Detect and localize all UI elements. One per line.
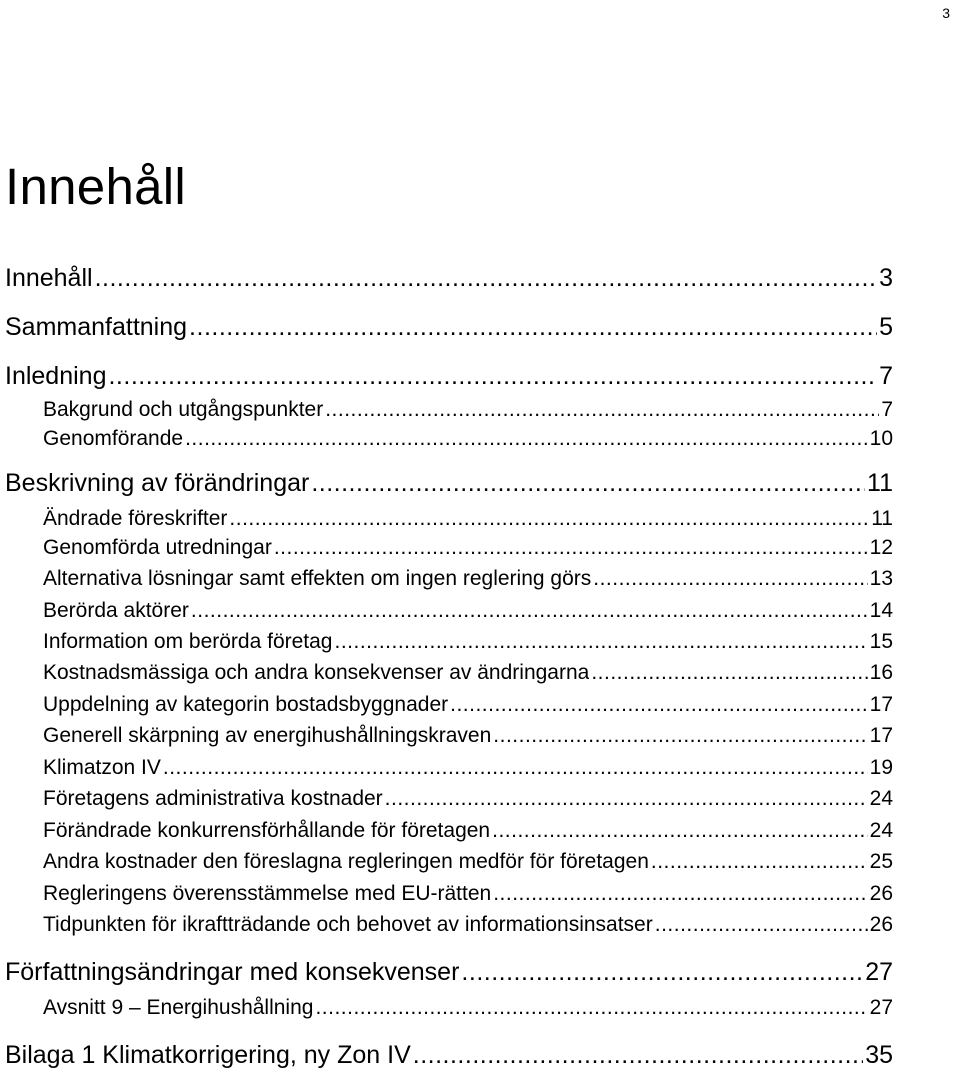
toc-entry[interactable] <box>0 629 960 655</box>
toc-entry-label: Tidpunkten för ikraftträdande och behovet av informationsinsatser <box>43 913 653 936</box>
toc-entry[interactable] <box>0 995 960 1021</box>
toc-entry[interactable] <box>0 535 960 561</box>
toc-dot-leader <box>385 786 868 812</box>
toc-entry-label: Inledning <box>5 362 107 390</box>
toc-entry-label: Genomförande <box>43 427 184 450</box>
page-title: Innehåll <box>5 158 187 215</box>
toc-entry-page: 3 <box>879 264 893 292</box>
toc-entry-label: Klimatzon IV <box>43 756 161 779</box>
toc-entry-page: 14 <box>869 599 893 622</box>
toc-entry[interactable] <box>0 660 960 686</box>
toc-dot-leader <box>450 692 868 718</box>
toc-dot-leader <box>191 598 868 624</box>
toc-dot-leader <box>311 468 865 498</box>
toc-entry[interactable] <box>0 723 960 749</box>
toc-dot-leader <box>315 995 867 1021</box>
toc-dot-leader <box>492 818 868 844</box>
toc-entry[interactable] <box>0 755 960 781</box>
toc-entry[interactable] <box>0 1040 960 1070</box>
toc-entry-label: Generell skärpning av energihushållningskraven <box>43 724 492 747</box>
toc-dot-leader <box>108 361 877 391</box>
toc-entry-label: Sammanfattning <box>5 313 188 341</box>
toc-entry[interactable] <box>0 849 960 875</box>
toc-entry-page: 12 <box>869 536 893 559</box>
toc-entry-page: 7 <box>881 398 893 421</box>
toc-entry-label: Förändrade konkurrensförhållande för företagen <box>43 819 491 842</box>
toc-entry-page: 24 <box>869 787 893 810</box>
toc-entry-label: Avsnitt 9 – Energihushållning <box>43 996 314 1019</box>
toc-dot-leader <box>493 723 867 749</box>
toc-dot-leader <box>461 957 863 987</box>
toc-entry-page: 11 <box>871 507 893 530</box>
toc-entry[interactable] <box>0 786 960 812</box>
toc-entry-page: 24 <box>869 819 893 842</box>
toc-entry[interactable] <box>0 912 960 938</box>
toc-entry-label: Beskrivning av förändringar <box>5 469 310 497</box>
toc-dot-leader <box>189 312 877 342</box>
toc-entry[interactable] <box>0 468 960 498</box>
toc-entry[interactable] <box>0 312 960 342</box>
toc-dot-leader <box>493 881 867 907</box>
page-number: 3 <box>942 5 950 21</box>
toc-dot-leader <box>95 263 878 293</box>
toc-entry-page: 15 <box>869 630 893 653</box>
toc-entry[interactable] <box>0 881 960 907</box>
toc-entry-label: Information om berörda företag <box>43 630 333 653</box>
toc-entry-label: Andra kostnader den föreslagna regleringen medför för företagen <box>43 850 649 873</box>
toc-entry-page: 17 <box>869 693 893 716</box>
toc-entry-page: 16 <box>869 661 893 684</box>
toc-entry-label: Bilaga 1 Klimatkorrigering, ny Zon IV <box>5 1041 411 1069</box>
toc-entry-page: 26 <box>869 882 893 905</box>
toc-entry[interactable] <box>0 957 960 987</box>
toc-dot-leader <box>325 397 879 423</box>
toc-entry[interactable] <box>0 361 960 391</box>
toc-entry-label: Regleringens överensstämmelse med EU-rätten <box>43 882 492 905</box>
toc-entry[interactable] <box>0 263 960 293</box>
toc-dot-leader <box>229 506 869 532</box>
toc-entry[interactable] <box>0 397 960 423</box>
toc-entry-page: 19 <box>869 756 893 779</box>
toc-entry[interactable] <box>0 692 960 718</box>
toc-entry-label: Berörda aktörer <box>43 599 189 622</box>
toc-entry-page: 17 <box>869 724 893 747</box>
toc-entry-page: 25 <box>869 850 893 873</box>
toc-dot-leader <box>655 912 868 938</box>
toc-entry-page: 27 <box>865 958 893 986</box>
toc-entry-label: Ändrade föreskrifter <box>43 507 228 530</box>
toc-entry-page: 26 <box>869 913 893 936</box>
toc-entry-label: Alternativa lösningar samt effekten om ingen reglering görs <box>43 567 592 590</box>
toc-dot-leader <box>591 660 867 686</box>
toc-entry-label: Kostnadsmässiga och andra konsekvenser av ändringarna <box>43 661 590 684</box>
toc-entry[interactable] <box>0 598 960 624</box>
toc-entry[interactable] <box>0 426 960 452</box>
toc-entry-page: 13 <box>869 567 893 590</box>
toc-dot-leader <box>593 566 867 592</box>
toc-dot-leader <box>651 849 868 875</box>
toc-entry-label: Genomförda utredningar <box>43 536 272 559</box>
toc-entry-page: 5 <box>879 313 893 341</box>
toc-dot-leader <box>413 1040 863 1070</box>
toc-dot-leader <box>335 629 868 655</box>
toc-entry-page: 10 <box>869 427 893 450</box>
toc-entry-label: Bakgrund och utgångspunkter <box>43 398 324 421</box>
toc-entry-label: Företagens administrativa kostnader <box>43 787 383 810</box>
toc-entry-page: 7 <box>879 362 893 390</box>
toc-entry[interactable] <box>0 506 960 532</box>
toc-dot-leader <box>185 426 868 452</box>
toc-entry-page: 11 <box>867 469 893 497</box>
toc-entry-label: Innehåll <box>5 264 93 292</box>
toc-entry[interactable] <box>0 566 960 592</box>
toc-entry-page: 35 <box>865 1041 893 1069</box>
toc-dot-leader <box>163 755 868 781</box>
toc-entry[interactable] <box>0 818 960 844</box>
toc-dot-leader <box>274 535 868 561</box>
toc-entry-label: Författningsändringar med konsekvenser <box>5 958 460 986</box>
toc-entry-label: Uppdelning av kategorin bostadsbyggnader <box>43 693 449 716</box>
toc-entry-page: 27 <box>869 996 893 1019</box>
